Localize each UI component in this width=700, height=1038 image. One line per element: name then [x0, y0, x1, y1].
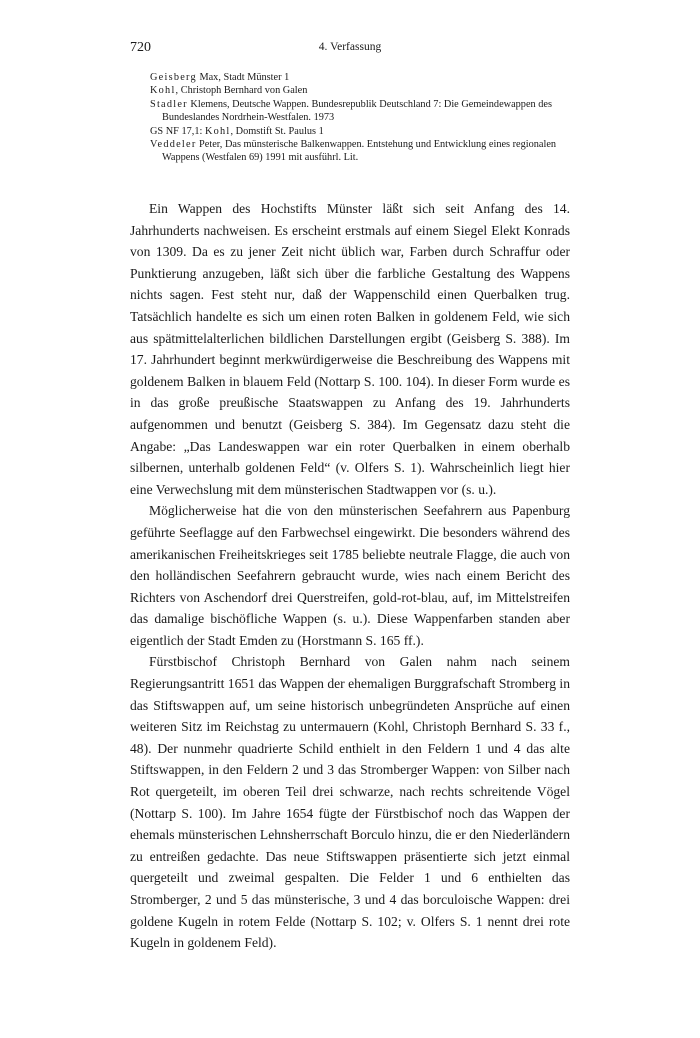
bib-rest: Klemens, Deutsche Wappen. Bundesrepublik Deutschland 7: Die Gemeindewappen des Bundeslandes Nordrhein-Westfalen. 1973: [162, 98, 552, 124]
bibliography-entry: [150, 84, 575, 97]
bib-author: Kohl: [204, 125, 231, 137]
paragraph: Fürstbischof Christoph Bernhard von Galen nahm nach seinem Regierungsantritt 1651 das Wappen der ehemaligen Burggrafschaft Stromberg in das Stiftswappen auf, um seine historisch unbegründeten Ansprüche auf einen weiteren Sitz im Reichstag zu untermauern (Kohl, Christoph Bernhard S. 33 f., 48). Der nunmehr quadrierte Schild enthielt in den Feldern 1 und 4 das alte Stiftswappen, in den Feldern 2 und 3 das Stromberger Wappen: von Silber nach Rot quergeteilt, im oberen Teil drei schwarze, nach rechts schreitende Vögel (Nottarp S. 100). Im Jahre 1654 fügte der Fürstbischof noch das Wappen der ehemals münsterischen Lehnsherrschaft Borculo hinzu, die er den Niederländern zu entreißen gedachte. Das neue Stiftswappen präsentierte sich jetzt einmal quergeteilt und zweimal gespalten. Die Felder 1 und 6 enthielten das Stromberger, 2 und 5 das münsterische, 3 und 4 das borculoische Wappen: drei goldene Kugeln in rotem Felde (Nottarp S. 102; v. Olfers S. 1 nennt drei rote Kugeln in goldenem Feld).: [130, 654, 570, 951]
bibliography-list: [150, 71, 575, 165]
paragraph: Möglicherweise hat die von den münsterischen Seefahrern aus Papenburg geführte Seeflagge auf den Farbwechsel eingewirkt. Die besonders während des amerikanischen Freiheitskrieges seit 1785 beliebte neutrale Flagge, die auch von den holländischen Seefahrern gebraucht wurde, wies nach einem Bericht des Richters von Aschendorf drei Querstreifen, gold-rot-blau, auf, im Mittelstreifen das damalige bischöfliche Wappen (s. u.). Diese Wappenfarben standen aber eigentlich der Stadt Emden zu (Horstmann S. 165 ff.).: [130, 503, 570, 648]
bib-author: Stadler: [150, 98, 188, 110]
bibliography-entry: [150, 125, 575, 138]
running-head: [130, 40, 570, 58]
page-number: 720: [130, 40, 151, 55]
bibliography-entry: [150, 71, 575, 84]
bib-rest: , Domstift St. Paulus 1: [230, 125, 324, 137]
bibliography-entry: [150, 138, 575, 165]
bib-author: Veddeler: [150, 139, 197, 151]
bib-prefix: GS NF 17,1:: [150, 125, 205, 137]
bib-rest: Max, Stadt Münster 1: [196, 72, 290, 83]
bib-author: Kohl: [150, 85, 176, 97]
bibliography-entry: [150, 98, 575, 125]
bib-rest: Peter, Das münsterische Balkenwappen. Entstehung und Entwicklung eines regionalen Wappens (Westfalen 69) 1991 mit ausführl. Lit.: [162, 139, 557, 164]
chapter-title: 4. Verfassung: [318, 41, 382, 53]
bib-rest: , Christoph Bernhard von Galen: [175, 85, 308, 97]
body-text: [130, 198, 570, 954]
paragraph: Ein Wappen des Hochstifts Münster läßt sich seit Anfang des 14. Jahrhunderts nachweisen. Es erscheint erstmals auf einem Siegel Elekt Konrads von 1309. Da es zu jener Zeit nicht üblich war, Farben durch Schraffur oder Punktierung anzugeben, läßt sich über die farbliche Gestaltung des Wappens nichts sagen. Fest steht nur, daß der Wappenschild einen Querbalken trug. Tatsächlich handelte es sich um einen roten Balken in goldenem Feld, wie sich aus spätmittelalterlichen bildlichen Darstellungen ergibt (Geisberg S. 388). Im 17. Jahrhundert beginnt merkwürdigerweise die Beschreibung des Wappens mit goldenem Balken in blauem Feld (Nottarp S. 100. 104). In dieser Form wurde es in das große preußische Staatswappen zu Anfang des 19. Jahrhunderts aufgenommen und benutzt (Geisberg S. 384). Im Gegensatz dazu steht die Angabe: „Das Landeswappen war ein roter Querbalken in einem oberhalb silbernen, unterhalb goldenen Feld“ (v. Olfers S. 1). Wahrscheinlich liegt hier eine Verwechslung mit dem münsterischen Stadtwappen vor (s. u.).: [130, 201, 570, 497]
bib-author: Geisberg: [150, 72, 197, 83]
